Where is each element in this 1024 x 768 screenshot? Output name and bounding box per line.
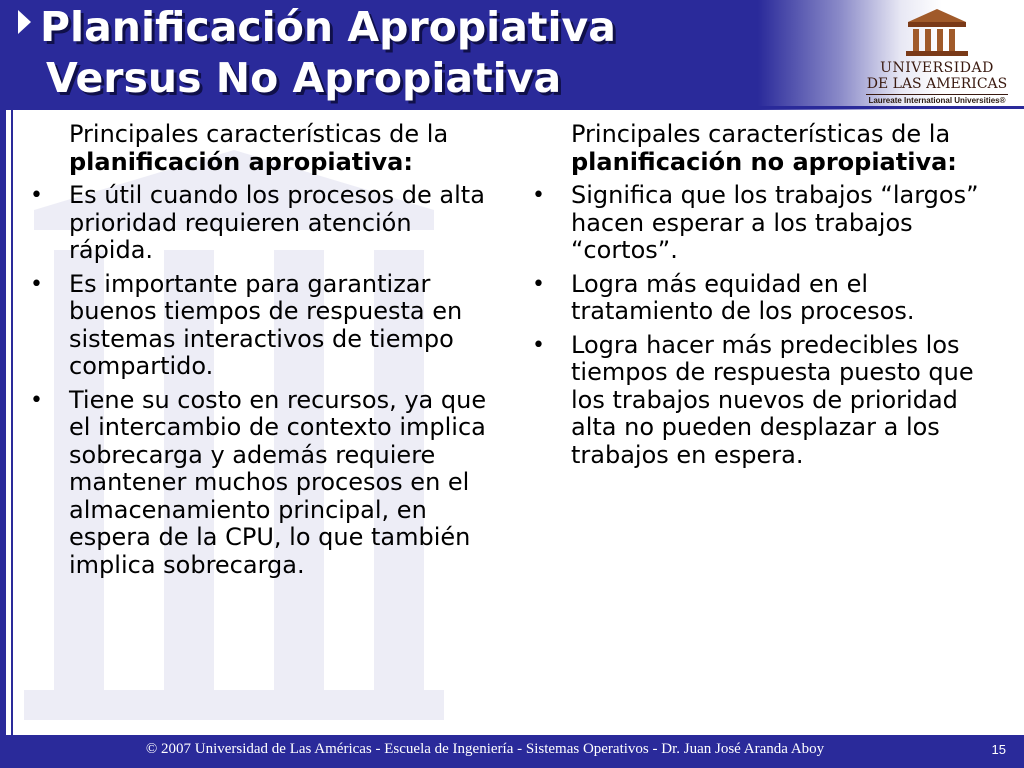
left-intro-bold: planificación apropiativa: <box>69 147 413 176</box>
right-column-intro <box>530 121 1000 176</box>
slide-title-line-1: Planificación Apropiativa <box>40 3 616 51</box>
title-arrow-icon <box>18 10 31 34</box>
list-item-text: Logra más equidad en el tratamiento de los procesos. <box>571 269 915 325</box>
right-intro-text: Principales características de la <box>571 120 951 148</box>
bullet-icon: • <box>532 271 545 297</box>
list-item <box>530 182 1000 265</box>
list-item <box>28 182 498 265</box>
list-item <box>530 271 1000 326</box>
right-column <box>530 121 1000 475</box>
footer-bar <box>0 735 1024 768</box>
left-stripe-thick <box>0 110 6 740</box>
right-intro-bold: planificación no apropiativa: <box>571 147 957 176</box>
list-item-text: Tiene su costo en recursos, ya que el intercambio de contexto implica sobrecarga y además requiere mantener muchos procesos en el almacenamiento principal, en espera de la CPU, lo que también implica sobrecarga. <box>69 385 487 579</box>
list-item <box>28 271 498 381</box>
bullet-icon: • <box>532 332 545 358</box>
left-column-intro <box>28 121 498 176</box>
left-intro-text: Principales características de la <box>69 120 449 148</box>
building-columns-icon <box>862 6 1012 60</box>
list-item-text: Es importante para garantizar buenos tiempos de respuesta en sistemas interactivos de tiempo compartido. <box>69 269 463 380</box>
university-logo <box>862 6 1012 104</box>
list-item-text: Significa que los trabajos “largos” hacen esperar a los trabajos “cortos”. <box>571 181 979 264</box>
list-item-text: Es útil cuando los procesos de alta prioridad requieren atención rápida. <box>69 181 485 264</box>
logo-name-line-1: UNIVERSIDAD <box>880 60 994 76</box>
right-bullet-list <box>530 182 1000 469</box>
slide-title-line-2: Versus No Apropiativa <box>46 54 562 102</box>
slide-title <box>40 2 616 104</box>
logo-divider <box>866 94 1008 95</box>
list-item-text: Logra hacer más predecibles los tiempos de respuesta puesto que los trabajos nuevos de prioridad alta no pueden desplazar a los trabajos en espera. <box>571 330 974 469</box>
left-bullet-list <box>28 182 498 579</box>
logo-tagline: Laureate International Universities® <box>868 96 1006 105</box>
bullet-icon: • <box>30 271 43 297</box>
list-item <box>28 387 498 580</box>
logo-name-line-2: DE LAS AMERICAS <box>866 76 1008 92</box>
left-column <box>28 121 498 585</box>
bullet-icon: • <box>532 183 545 208</box>
bullet-icon: • <box>30 183 43 208</box>
footer-copyright: © 2007 Universidad de Las Américas - Escuela de Ingeniería - Sistemas Operativos - Dr. Juan José Aranda Aboy <box>145 741 825 757</box>
bullet-icon: • <box>30 387 43 413</box>
slide-number: 15 <box>991 742 1006 757</box>
left-stripe-thin <box>11 110 13 740</box>
title-underline <box>0 106 1024 109</box>
list-item <box>530 332 1000 470</box>
